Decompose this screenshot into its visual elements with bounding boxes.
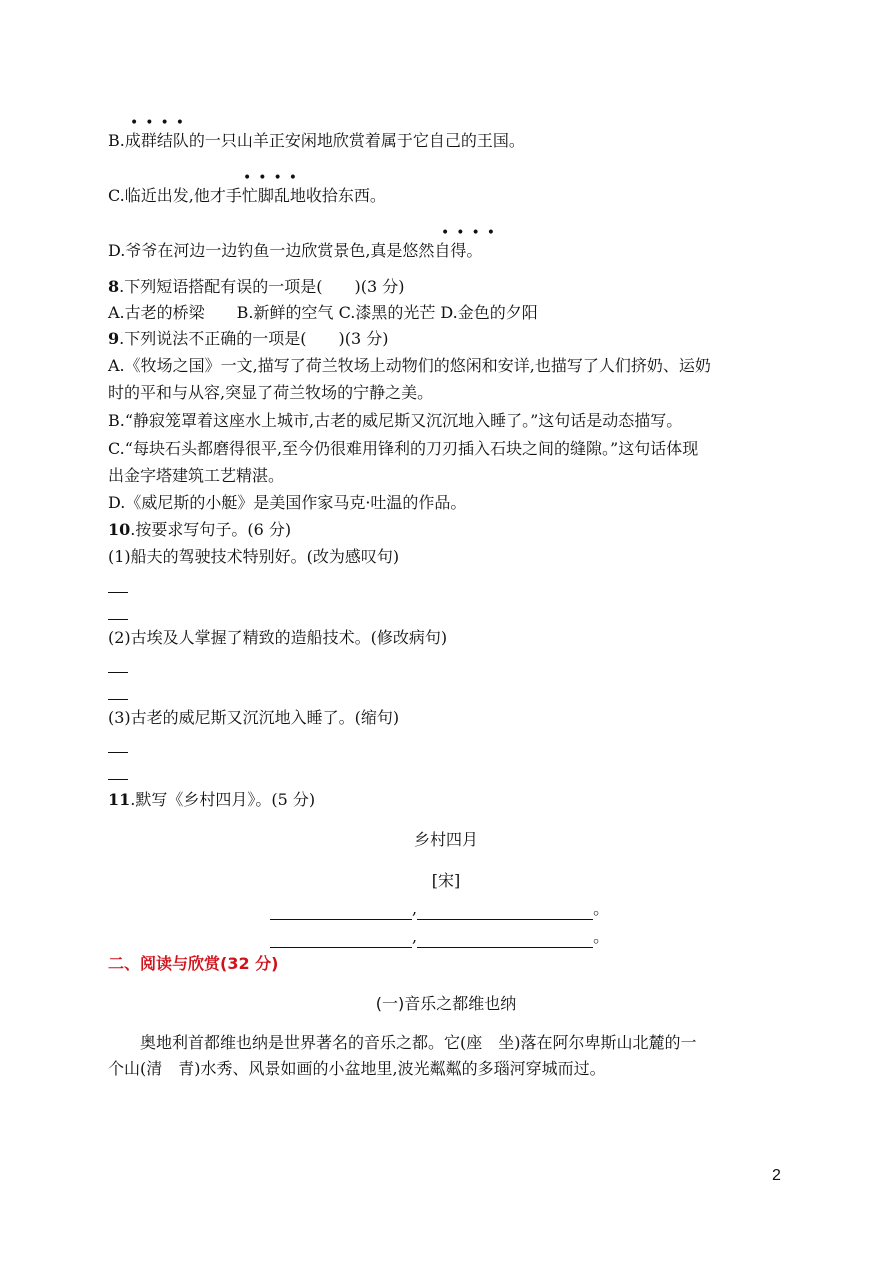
comma: ,: [412, 927, 418, 946]
emphasis-dots: ••••: [130, 115, 192, 131]
q7-option-d: D.爷爷在河边一边钓鱼一边欣赏景色,真是悠然自得。: [108, 241, 483, 260]
answer-line[interactable]: [108, 779, 128, 780]
q9-option-d: D.《威尼斯的小艇》是美国作家马克·吐温的作品。: [108, 493, 467, 512]
q10-item-1: (1)船夫的驾驶技术特别好。(改为感叹句): [108, 547, 400, 566]
answer-line[interactable]: [108, 699, 128, 700]
emphasis-dots: ••••: [243, 170, 305, 186]
q9-number: 9: [108, 329, 120, 348]
poem-blank-line-1: [270, 898, 609, 920]
period: 。: [593, 927, 610, 946]
q9-option-c-line2: 出金字塔建筑工艺精湛。: [108, 466, 285, 485]
poem-dynasty: [宋]: [431, 871, 461, 890]
fill-blank[interactable]: [270, 931, 412, 948]
q11-number: 11: [108, 790, 131, 809]
q10-number: 10: [108, 520, 131, 539]
fill-blank[interactable]: [270, 903, 412, 920]
q10-text: .按要求写句子。(6 分): [130, 520, 292, 539]
fill-blank[interactable]: [417, 903, 593, 920]
poem-blank-line-2: [270, 926, 609, 948]
q9-option-a-line2: 时的平和与从容,突显了荷兰牧场的宁静之美。: [108, 383, 434, 402]
q7-option-b: B.成群结队的一只山羊正安闲地欣赏着属于它自己的王国。: [108, 131, 525, 150]
answer-line[interactable]: [108, 752, 128, 753]
q10-item-3: (3)古老的威尼斯又沉沉地入睡了。(缩句): [108, 708, 400, 727]
q8-options: A.古老的桥梁 B.新鲜的空气 C.漆黑的光芒 D.金色的夕阳: [108, 303, 538, 322]
passage-paragraph-line1: 奥地利首都维也纳是世界著名的音乐之都。它(座 坐)落在阿尔卑斯山北麓的一: [140, 1033, 697, 1052]
answer-line[interactable]: [108, 619, 128, 620]
answer-line[interactable]: [108, 672, 128, 673]
page-number: 2: [772, 1167, 781, 1184]
q11-stem: [108, 789, 315, 811]
emphasis-dots: ••••: [441, 225, 503, 241]
period: 。: [593, 899, 610, 918]
passage-paragraph-line2: 个山(清 青)水秀、风景如画的小盆地里,波光粼粼的多瑙河穿城而过。: [108, 1059, 606, 1078]
comma: ,: [412, 899, 418, 918]
q9-option-b: B.“静寂笼罩着这座水上城市,古老的威尼斯又沉沉地入睡了。”这句话是动态描写。: [108, 411, 683, 430]
q10-item-2: (2)古埃及人掌握了精致的造船技术。(修改病句): [108, 628, 448, 647]
q8-text: .下列短语搭配有误的一项是( )(3 分): [119, 277, 405, 296]
fill-blank[interactable]: [417, 931, 593, 948]
q8-number: 8: [108, 277, 120, 296]
q10-stem: [108, 519, 291, 541]
poem-title: 乡村四月: [413, 830, 478, 849]
answer-line[interactable]: [108, 592, 128, 593]
q9-text: .下列说法不正确的一项是( )(3 分): [119, 329, 389, 348]
q7-option-c: C.临近出发,他才手忙脚乱地收拾东西。: [108, 186, 386, 205]
q9-option-a-line1: A.《牧场之国》一文,描写了荷兰牧场上动物们的悠闲和安详,也描写了人们挤奶、运奶: [108, 356, 711, 375]
q8-stem: [108, 276, 404, 298]
q9-stem: [108, 328, 388, 350]
passage-title: (一)音乐之都维也纳: [375, 994, 517, 1013]
q9-option-c-line1: C.“每块石头都磨得很平,至今仍很难用锋利的刀刃插入石块之间的缝隙。”这句话体现: [108, 439, 699, 458]
q11-text: .默写《乡村四月》。(5 分): [130, 790, 316, 809]
section-heading: 二、阅读与欣赏(32 分): [108, 954, 279, 973]
